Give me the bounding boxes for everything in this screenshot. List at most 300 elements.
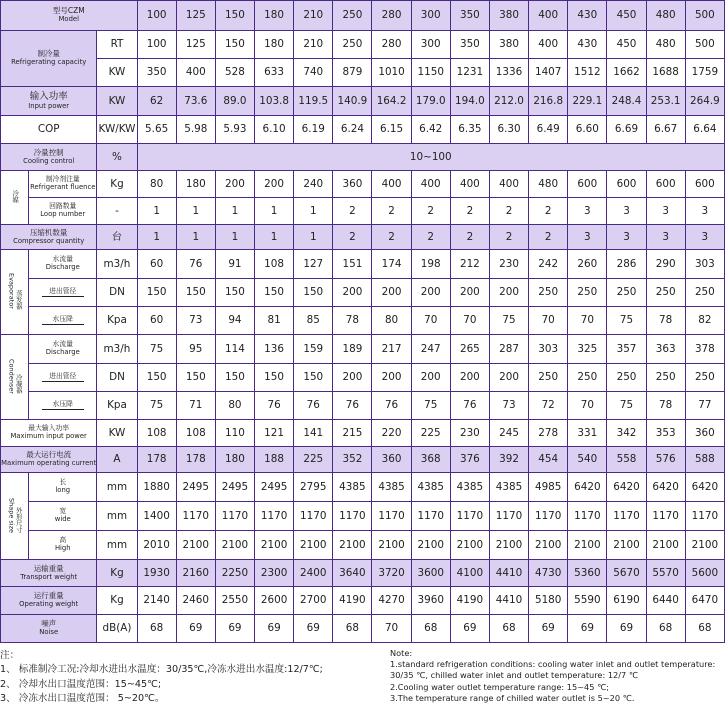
value-cell: 4410	[489, 587, 528, 615]
value-cell: 2100	[529, 531, 568, 560]
value-cell: 250	[529, 279, 568, 307]
value-cell: 4100	[450, 560, 489, 587]
value-cell: 180	[176, 171, 215, 198]
unit-cell: m3/h	[97, 250, 137, 279]
notes-section	[0, 645, 725, 722]
value-cell: 1170	[607, 502, 646, 531]
value-cell: 69	[255, 615, 294, 643]
value-cell: 108	[176, 420, 215, 447]
cop-row	[1, 116, 725, 144]
value-cell: 70	[372, 615, 411, 643]
value-cell: 81	[255, 307, 294, 335]
label-cn: 制冷量	[37, 49, 60, 59]
notes-cn-item: 3、 冷冻水出口温度范围： 5~20℃。	[0, 693, 165, 705]
group-label-en: Evaporator	[7, 273, 16, 310]
value-cell: 400	[176, 59, 215, 87]
value-cell: 3960	[411, 587, 450, 615]
value-cell: 1	[294, 198, 333, 225]
value-cell: 200	[450, 279, 489, 307]
label-cn: 进出管径	[42, 373, 84, 382]
evaporator-pipe-row	[1, 279, 725, 307]
value-cell: 5570	[646, 560, 685, 587]
value-cell: 600	[568, 171, 607, 198]
notes-cn-item: 1、 标准制冷工况:冷却水进出水温度：30/35℃,冷冻水进出水温度:12/7℃;	[0, 664, 323, 676]
label-en: Compressor quantity	[13, 236, 85, 245]
value-cell: 1231	[450, 59, 489, 87]
value-cell: 70	[568, 307, 607, 335]
noise-row	[1, 615, 725, 643]
value-cell: 6.49	[529, 116, 568, 144]
value-cell: 68	[489, 615, 528, 643]
value-cell: 194.0	[450, 87, 489, 116]
label-cn: 水流量	[52, 255, 73, 264]
value-cell: 6.19	[294, 116, 333, 144]
label-en: Discharge	[45, 348, 80, 356]
value-cell: 1170	[529, 502, 568, 531]
value-cell: 200	[372, 279, 411, 307]
value-cell: 2495	[176, 473, 215, 502]
value-cell: 6.15	[372, 116, 411, 144]
model-header-row	[1, 1, 725, 31]
value-cell: 250	[607, 364, 646, 392]
value-cell: 1662	[607, 59, 646, 87]
value-cell: 3	[607, 198, 646, 225]
label-cn: 噪声	[41, 619, 57, 629]
unit-cell: -	[97, 198, 137, 225]
shape-high-row	[1, 531, 725, 560]
value-cell: 75	[137, 392, 176, 420]
value-cell: 68	[137, 615, 176, 643]
model-header-cell: 400	[529, 1, 568, 31]
label-en: Cooling control	[23, 156, 75, 165]
group-label: 冷媒	[11, 190, 20, 204]
group-label-en: Condenser	[7, 358, 16, 394]
value-cell: 1170	[294, 502, 333, 531]
value-cell: 72	[529, 392, 568, 420]
value-cell: 179.0	[411, 87, 450, 116]
value-cell: 3	[568, 198, 607, 225]
evaporator-group-label	[1, 250, 29, 335]
value-cell: 6.69	[607, 116, 646, 144]
label-en: Refrigerant fluence	[30, 183, 96, 191]
noise-label	[1, 615, 97, 643]
value-cell: 2	[489, 198, 528, 225]
value-cell: 76	[450, 392, 489, 420]
value-cell: 69	[529, 615, 568, 643]
condenser-group-label	[1, 335, 29, 420]
notes-cn-title: 注：	[0, 650, 20, 661]
label-en: Model	[58, 15, 79, 24]
value-cell: 71	[176, 392, 215, 420]
value-cell: 150	[137, 364, 176, 392]
operating-weight-label	[1, 587, 97, 615]
value-cell: 103.8	[255, 87, 294, 116]
value-cell: 2	[372, 198, 411, 225]
value-cell: 360	[685, 420, 724, 447]
value-cell: 740	[294, 59, 333, 87]
max-operating-current-row	[1, 447, 725, 473]
transport-weight-label	[1, 560, 97, 587]
value-cell: 1	[137, 225, 176, 250]
value-cell: 2100	[215, 531, 254, 560]
notes-en-item: 1.standard refrigeration conditions: cooling water inlet and outlet temperature: 30/35 ℃, chilled water inlet and outlet temperature: 12/7 ℃	[390, 659, 716, 681]
max-operating-current-label	[1, 447, 97, 473]
value-cell: 265	[450, 335, 489, 364]
condenser-drop-row	[1, 392, 725, 420]
compressor-quantity-row	[1, 225, 725, 250]
value-cell: 2100	[607, 531, 646, 560]
value-cell: 357	[607, 335, 646, 364]
unit-cell: KW/KW	[97, 116, 137, 144]
value-cell: 4385	[450, 473, 489, 502]
value-cell: 6440	[646, 587, 685, 615]
value-cell: 1	[255, 225, 294, 250]
value-cell: 127	[294, 250, 333, 279]
value-cell: 588	[685, 447, 724, 473]
model-header-cell: 180	[255, 1, 294, 31]
unit-cell: Kg	[97, 560, 137, 587]
value-cell: 250	[607, 279, 646, 307]
value-cell: 6.67	[646, 116, 685, 144]
value-cell: 200	[333, 279, 372, 307]
value-cell: 260	[568, 250, 607, 279]
value-cell: 73	[489, 392, 528, 420]
unit-cell: Kg	[97, 587, 137, 615]
value-cell: 150	[176, 364, 215, 392]
label-cn: 进出管径	[42, 288, 84, 297]
refrigerating-capacity-kw-row	[1, 59, 725, 87]
label-en: wide	[54, 515, 71, 523]
value-cell: 290	[646, 250, 685, 279]
value-cell: 70	[529, 307, 568, 335]
value-cell: 69	[215, 615, 254, 643]
value-cell: 5.93	[215, 116, 254, 144]
value-cell: 6470	[685, 587, 724, 615]
model-header-cell: 280	[372, 1, 411, 31]
label-en: Maximum input power	[10, 432, 87, 440]
value-cell: 4985	[529, 473, 568, 502]
shape-long-row	[1, 473, 725, 502]
value-cell: 400	[372, 171, 411, 198]
max-input-power-row	[1, 420, 725, 447]
value-cell: 360	[333, 171, 372, 198]
unit-cell: KW	[97, 59, 137, 87]
unit-cell: 台	[97, 225, 137, 250]
unit-cell: KW	[97, 420, 137, 447]
value-cell: 3	[607, 225, 646, 250]
value-cell: 75	[489, 307, 528, 335]
unit-cell: A	[97, 447, 137, 473]
value-cell: 253.1	[646, 87, 685, 116]
value-cell: 150	[294, 364, 333, 392]
value-cell: 119.5	[294, 87, 333, 116]
value-cell: 2010	[137, 531, 176, 560]
value-cell: 6420	[685, 473, 724, 502]
value-cell: 264.9	[685, 87, 724, 116]
value-cell: 1400	[137, 502, 176, 531]
evaporator-drop-row	[1, 307, 725, 335]
unit-cell: mm	[97, 502, 137, 531]
value-cell: 2140	[137, 587, 176, 615]
value-cell: 110	[215, 420, 254, 447]
value-cell: 198	[411, 250, 450, 279]
value-cell: 225	[411, 420, 450, 447]
value-cell: 188	[255, 447, 294, 473]
value-cell: 60	[137, 250, 176, 279]
value-cell: 5670	[607, 560, 646, 587]
value-cell: 1170	[489, 502, 528, 531]
value-cell: 6.42	[411, 116, 450, 144]
refrigerating-capacity-label	[1, 31, 97, 87]
value-cell: 200	[215, 171, 254, 198]
value-cell: 250	[646, 364, 685, 392]
value-cell: 4190	[450, 587, 489, 615]
value-cell: 342	[607, 420, 646, 447]
shape-long-label	[29, 473, 97, 502]
value-cell: 225	[294, 447, 333, 473]
value-cell: 2	[450, 198, 489, 225]
value-cell: 6420	[607, 473, 646, 502]
value-cell: 150	[137, 279, 176, 307]
value-cell: 286	[607, 250, 646, 279]
value-cell: 212	[450, 250, 489, 279]
value-cell: 1	[176, 198, 215, 225]
condenser-discharge-row	[1, 335, 725, 364]
value-cell: 2100	[685, 531, 724, 560]
value-cell: 2100	[333, 531, 372, 560]
model-header-cell: 380	[489, 1, 528, 31]
notes-en-item: 3.The temperature range of chilled water outlet is 5~20 ℃.	[390, 692, 635, 703]
value-cell: 1170	[372, 502, 411, 531]
value-cell: 2250	[215, 560, 254, 587]
value-cell: 1170	[333, 502, 372, 531]
value-cell: 178	[176, 447, 215, 473]
label-cn: 最大运行电流	[26, 450, 72, 460]
value-cell: 2495	[255, 473, 294, 502]
value-cell: 69	[450, 615, 489, 643]
value-cell: 108	[255, 250, 294, 279]
value-cell: 2	[450, 225, 489, 250]
value-cell: 141	[294, 420, 333, 447]
operating-weight-row	[1, 587, 725, 615]
value-cell: 4385	[372, 473, 411, 502]
unit-cell: %	[97, 144, 137, 171]
value-cell: 247	[411, 335, 450, 364]
value-cell: 5590	[568, 587, 607, 615]
value-cell: 250	[529, 364, 568, 392]
value-cell: 2700	[294, 587, 333, 615]
value-cell: 6.30	[489, 116, 528, 144]
max-input-power-label	[1, 420, 97, 447]
unit-cell: DN	[97, 364, 137, 392]
value-cell: 558	[607, 447, 646, 473]
shape-high-label	[29, 531, 97, 560]
label-cn: 冷量控制	[33, 147, 64, 157]
value-cell: 1407	[529, 59, 568, 87]
value-cell: 69	[568, 615, 607, 643]
unit-cell: DN	[97, 279, 137, 307]
label-cn: 回路数量	[49, 202, 77, 211]
value-cell: 400	[411, 171, 450, 198]
value-cell: 2	[411, 225, 450, 250]
value-cell: 150	[294, 279, 333, 307]
refrigerant-loop-row	[1, 198, 725, 225]
value-cell: 454	[529, 447, 568, 473]
value-cell: 2100	[450, 531, 489, 560]
value-cell: 78	[646, 392, 685, 420]
value-cell: 75	[411, 392, 450, 420]
value-cell: 360	[372, 447, 411, 473]
value-cell: 2	[529, 198, 568, 225]
label-cn: 运输重量	[33, 563, 64, 573]
value-cell: 229.1	[568, 87, 607, 116]
model-header-cell: 500	[685, 1, 724, 31]
unit-cell: KW	[97, 87, 137, 116]
value-cell: 75	[607, 307, 646, 335]
value-cell: 1170	[685, 502, 724, 531]
value-cell: 70	[450, 307, 489, 335]
value-cell: 200	[450, 364, 489, 392]
shape-wide-row	[1, 502, 725, 531]
model-header-cell: 300	[411, 1, 450, 31]
label-cn: 长	[59, 478, 67, 487]
value-cell: 2550	[215, 587, 254, 615]
value-cell: 633	[255, 59, 294, 87]
value-cell: 150	[215, 279, 254, 307]
notes-english	[390, 648, 725, 704]
value-cell: 76	[176, 250, 215, 279]
value-cell: 159	[294, 335, 333, 364]
input-power-row	[1, 87, 725, 116]
value-cell: 2	[333, 198, 372, 225]
value-cell: 60	[137, 307, 176, 335]
value-cell: 2	[372, 225, 411, 250]
value-cell: 250	[646, 279, 685, 307]
value-cell: 250	[568, 279, 607, 307]
refrigerant-group-label	[1, 171, 29, 225]
label-cn: 制冷剂注量	[45, 175, 80, 184]
label-en: Noise	[39, 628, 59, 637]
value-cell: 1688	[646, 59, 685, 87]
value-cell: 164.2	[372, 87, 411, 116]
value-cell: 352	[333, 447, 372, 473]
condenser-pipe-label	[29, 364, 97, 392]
label-en: long	[55, 486, 71, 494]
value-cell: 150	[255, 364, 294, 392]
model-header-cell: 210	[294, 1, 333, 31]
value-cell: 200	[372, 364, 411, 392]
value-cell: 73.6	[176, 87, 215, 116]
value-cell: 1336	[489, 59, 528, 87]
value-cell: 2100	[294, 531, 333, 560]
value-cell: 4385	[333, 473, 372, 502]
unit-cell: Kpa	[97, 392, 137, 420]
loop-number-label	[29, 198, 97, 225]
condenser-drop-label	[29, 392, 97, 420]
value-cell: 480	[529, 171, 568, 198]
value-cell: 1930	[137, 560, 176, 587]
label-cn: 运行重量	[33, 591, 64, 601]
value-cell: 500	[685, 31, 724, 59]
value-cell: 1170	[568, 502, 607, 531]
value-cell: 5.98	[176, 116, 215, 144]
value-cell: 69	[294, 615, 333, 643]
value-cell: 70	[568, 392, 607, 420]
model-header-cell: 450	[607, 1, 646, 31]
value-cell: 1170	[255, 502, 294, 531]
value-cell: 180	[255, 31, 294, 59]
value-cell: 1170	[215, 502, 254, 531]
value-cell: 62	[137, 87, 176, 116]
value-cell: 3	[646, 198, 685, 225]
value-cell: 70	[411, 307, 450, 335]
value-cell: 250	[568, 364, 607, 392]
value-cell: 94	[215, 307, 254, 335]
label-cn: 输入功率	[29, 90, 68, 102]
value-cell: 174	[372, 250, 411, 279]
value-cell: 151	[333, 250, 372, 279]
value-cell: 6420	[646, 473, 685, 502]
model-header-cell: 100	[137, 1, 176, 31]
unit-cell: Kpa	[97, 307, 137, 335]
notes-cn-item: 2、 冷却水出口温度范围：15~45℃;	[0, 678, 162, 690]
value-cell: 576	[646, 447, 685, 473]
value-cell: 3600	[411, 560, 450, 587]
value-cell: 376	[450, 447, 489, 473]
condenser-discharge-label	[29, 335, 97, 364]
value-cell: 480	[646, 31, 685, 59]
value-cell: 1	[137, 198, 176, 225]
input-power-label	[1, 87, 97, 116]
value-cell: 78	[646, 307, 685, 335]
value-cell: 136	[255, 335, 294, 364]
value-cell: 400	[450, 171, 489, 198]
unit-cell: mm	[97, 531, 137, 560]
value-cell: 76	[372, 392, 411, 420]
label-en: Loop number	[40, 210, 86, 218]
label-cn: 水流量	[52, 340, 73, 349]
value-cell: 3	[646, 225, 685, 250]
evaporator-discharge-label	[29, 250, 97, 279]
label-en: Maximum operating current	[1, 459, 97, 468]
evaporator-drop-label	[29, 307, 97, 335]
label-en: Input power	[28, 101, 70, 110]
value-cell: 4385	[489, 473, 528, 502]
value-cell: 378	[685, 335, 724, 364]
value-cell: 250	[685, 279, 724, 307]
model-header-cell: 480	[646, 1, 685, 31]
value-cell: 1170	[646, 502, 685, 531]
group-label-cn: 冷凝器	[14, 374, 23, 394]
value-cell: 287	[489, 335, 528, 364]
value-cell: 3	[685, 225, 724, 250]
label-cn: 型号CZM	[52, 6, 85, 16]
value-cell: 303	[685, 250, 724, 279]
value-cell: 6.24	[333, 116, 372, 144]
value-cell: 69	[607, 615, 646, 643]
value-cell: 68	[646, 615, 685, 643]
value-cell: 200	[489, 364, 528, 392]
value-cell: 528	[215, 59, 254, 87]
evaporator-discharge-row	[1, 250, 725, 279]
value-cell: 1880	[137, 473, 176, 502]
value-cell: 3	[568, 225, 607, 250]
value-cell: 325	[568, 335, 607, 364]
value-cell: 5360	[568, 560, 607, 587]
value-cell: 368	[411, 447, 450, 473]
value-cell: 879	[333, 59, 372, 87]
model-header-cell: 350	[450, 1, 489, 31]
